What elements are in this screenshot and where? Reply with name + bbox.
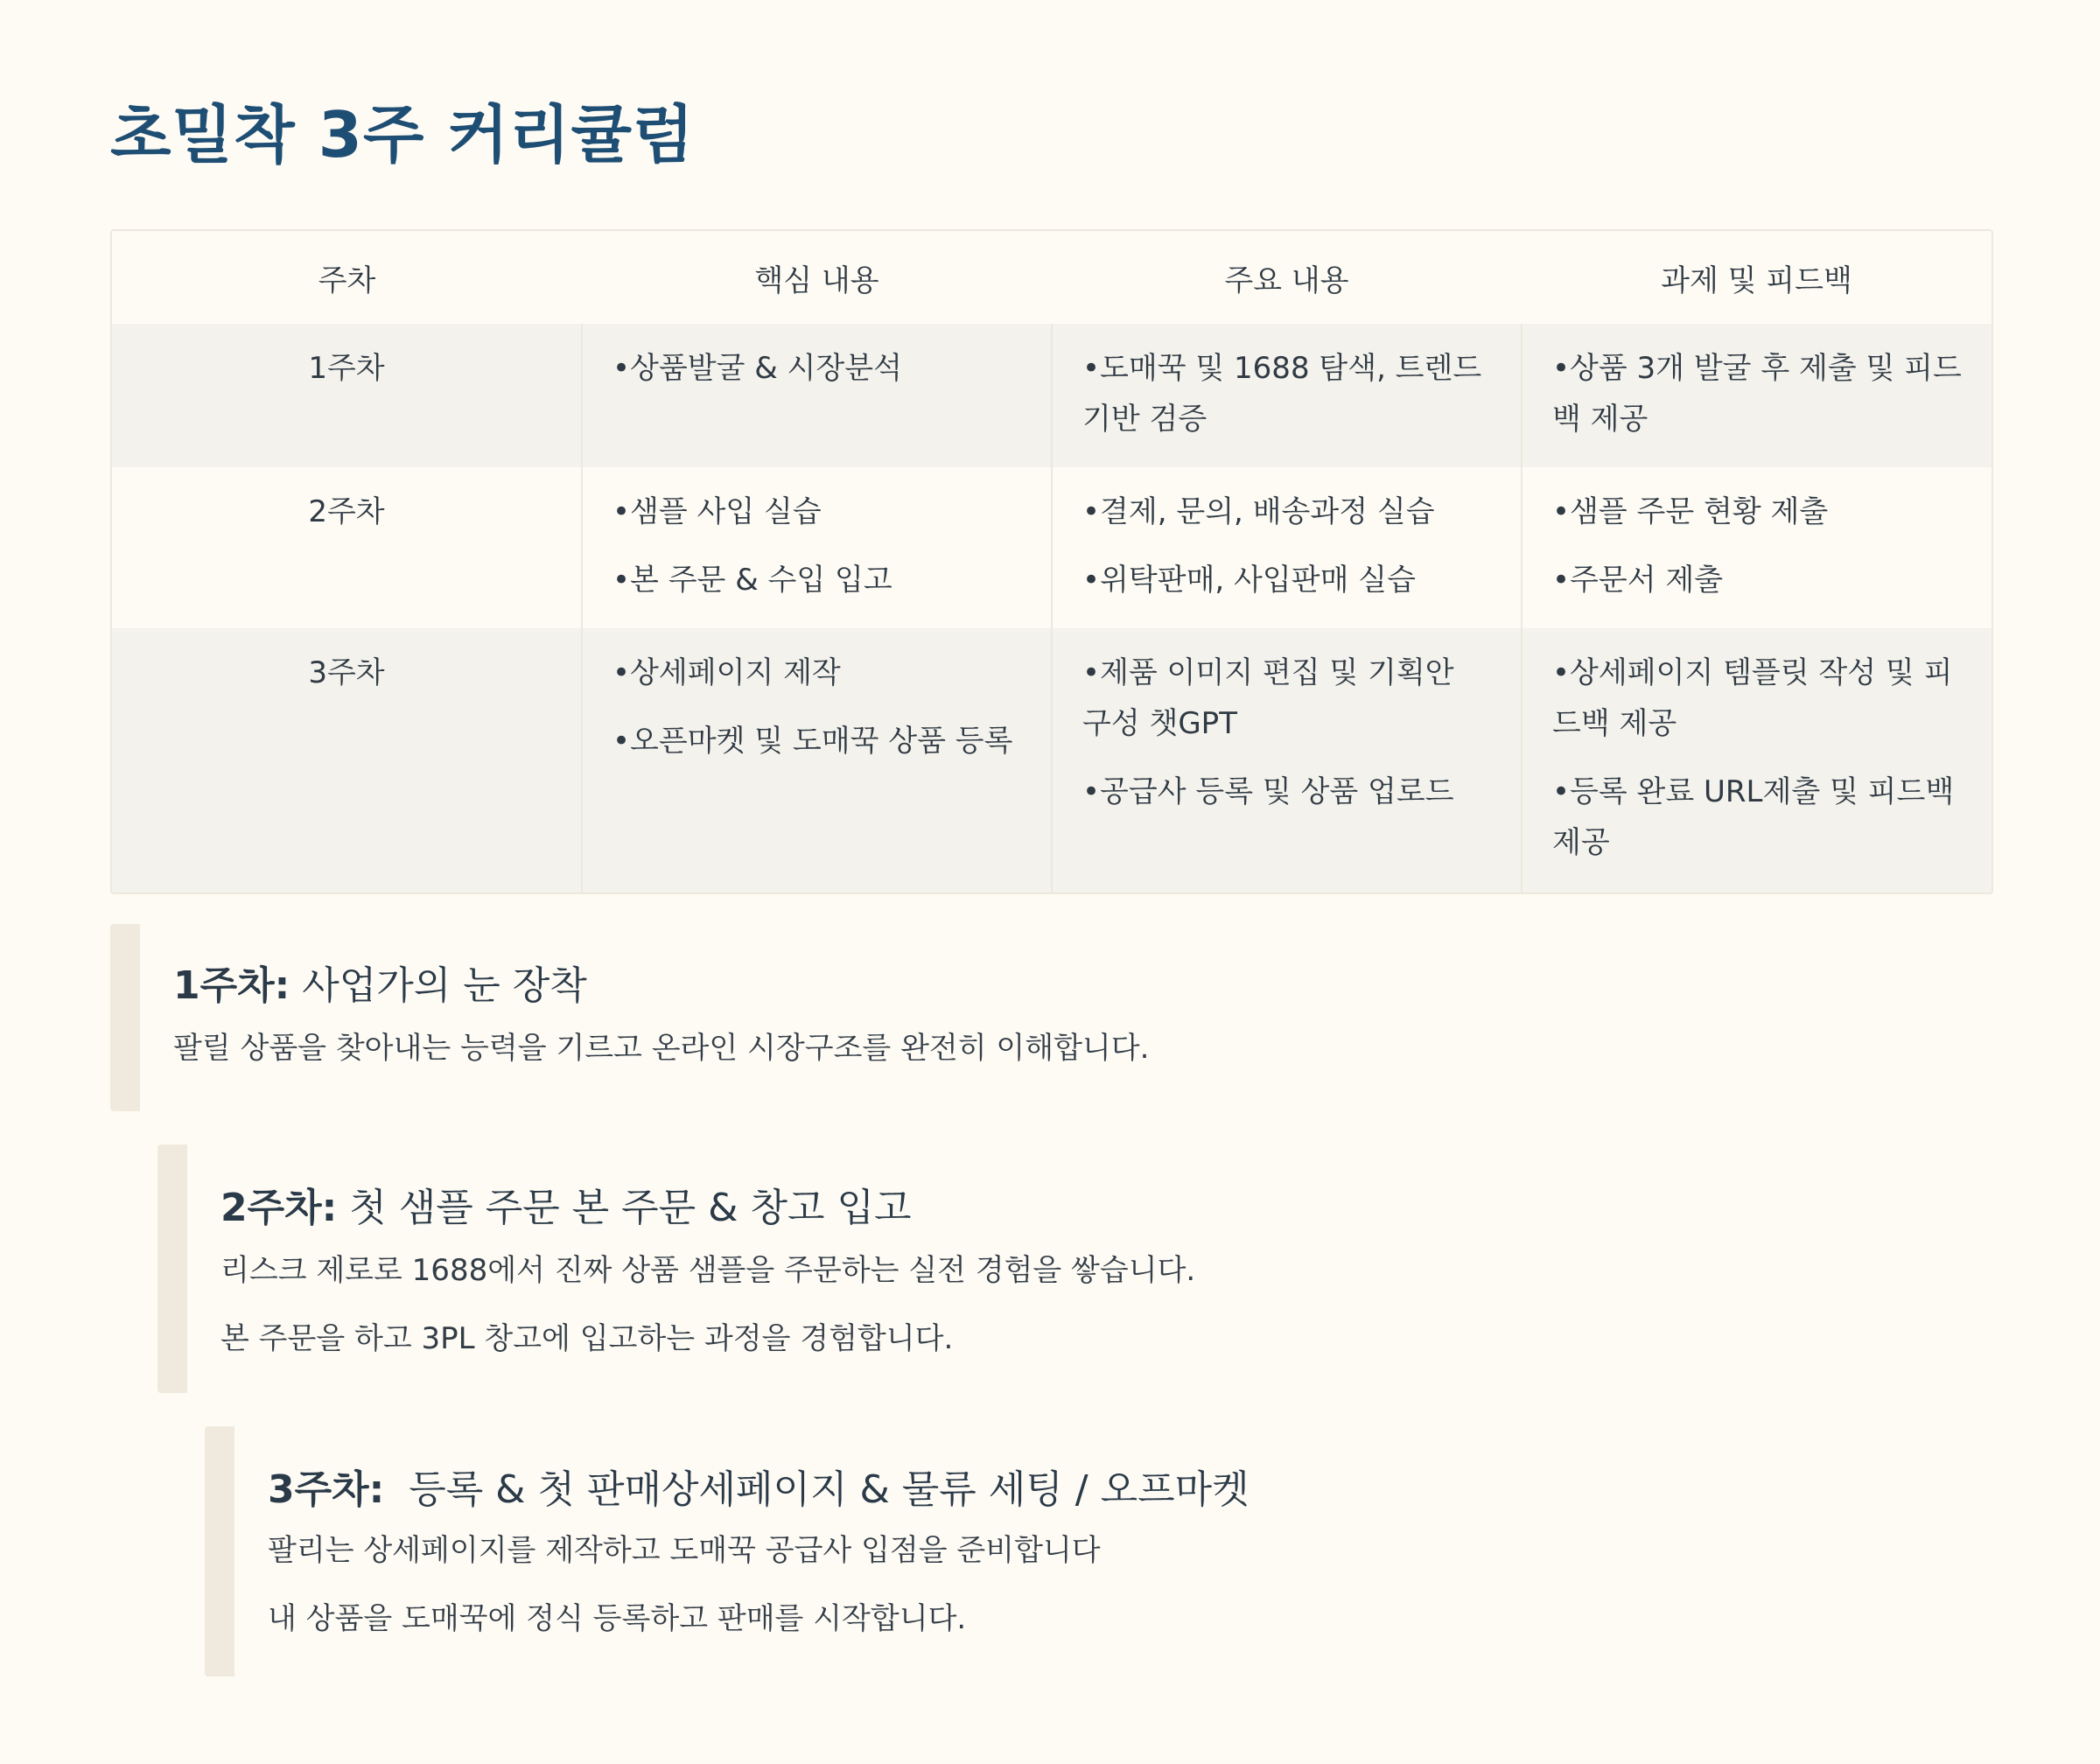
list-item: •주문서 제출 xyxy=(1552,563,1724,598)
week-cell: 2주차 xyxy=(112,467,582,628)
list-item: •상세페이지 템플릿 작성 및 피드백 제공 xyxy=(1552,655,1953,741)
table-row xyxy=(112,628,1992,892)
list-item: •샘플 사입 실습 xyxy=(612,494,822,529)
list-item: •등록 완료 URL제출 및 피드백 제공 xyxy=(1552,774,1955,860)
list-item: •상품발굴 & 시장분석 xyxy=(612,351,902,386)
table-row xyxy=(112,324,1992,467)
page-title: 초밀착 3주 커리큘럼 xyxy=(110,98,695,172)
core-cell xyxy=(582,467,1052,628)
callout-text: 본 주문을 하고 3PL 창고에 입고하는 과정을 경험합니다. xyxy=(220,1321,954,1356)
header-main: 주요 내용 xyxy=(1052,231,1522,324)
list-item: •도매꾹 및 1688 탐색, 트렌드 기반 검증 xyxy=(1082,351,1482,437)
curriculum-table xyxy=(110,229,1993,894)
task-cell xyxy=(1522,324,1992,467)
callout-week-label: 2주차: xyxy=(220,1186,338,1230)
list-item: •제품 이미지 편집 및 기획안 구성 챗GPT xyxy=(1082,655,1454,741)
callout-week-label: 3주차: xyxy=(268,1467,385,1512)
list-item: •본 주문 & 수입 입고 xyxy=(612,563,892,598)
header-task: 과제 및 피드백 xyxy=(1522,231,1992,324)
callout-week-label: 1주차: xyxy=(173,963,290,1008)
list-item: •샘플 주문 현황 제출 xyxy=(1552,494,1829,529)
list-item: •상세페이지 제작 xyxy=(612,655,841,690)
callout-heading xyxy=(268,1426,1250,1514)
core-cell xyxy=(582,628,1052,892)
list-item: •결제, 문의, 배송과정 실습 xyxy=(1082,494,1435,529)
curriculum-table-grid xyxy=(112,231,1992,892)
main-cell xyxy=(1052,467,1522,628)
header-week: 주차 xyxy=(112,231,582,324)
callout-text: 팔릴 상품을 찾아내는 능력을 기르고 온라인 시장구조를 완전히 이해합니다. xyxy=(173,1031,1150,1066)
header-core: 핵심 내용 xyxy=(582,231,1052,324)
callout-heading-text: 사업가의 눈 장착 xyxy=(290,963,587,1008)
callout-text: 내 상품을 도매꾹에 정식 등록하고 판매를 시작합니다. xyxy=(268,1601,967,1636)
core-cell xyxy=(582,324,1052,467)
task-cell xyxy=(1522,467,1992,628)
main-cell xyxy=(1052,324,1522,467)
task-cell xyxy=(1522,628,1992,892)
callout-heading xyxy=(220,1144,1195,1232)
main-cell xyxy=(1052,628,1522,892)
callout-heading-text: 등록 & 첫 판매상세페이지 & 물류 세팅 / 오프마켓 xyxy=(384,1467,1250,1512)
table-header-row xyxy=(112,231,1992,324)
list-item: •오픈마켓 및 도매꾹 상품 등록 xyxy=(612,724,1013,759)
callout-week-3 xyxy=(205,1426,1250,1676)
callout-text: 리스크 제로로 1688에서 진짜 상품 샘플을 주문하는 실전 경험을 쌓습니다. xyxy=(220,1253,1196,1288)
callout-heading xyxy=(173,924,1149,1010)
callout-week-2 xyxy=(158,1144,1195,1393)
week-cell: 3주차 xyxy=(112,628,582,892)
callout-heading-text: 첫 샘플 주문 본 주문 & 창고 입고 xyxy=(337,1186,912,1230)
list-item: •상품 3개 발굴 후 제출 및 피드백 제공 xyxy=(1552,351,1962,437)
list-item: •공급사 등록 및 상품 업로드 xyxy=(1082,774,1454,809)
week-cell: 1주차 xyxy=(112,324,582,467)
callout-text: 팔리는 상세페이지를 제작하고 도매꾹 공급사 입점을 준비합니다 xyxy=(268,1533,1101,1568)
table-row xyxy=(112,467,1992,628)
list-item: •위탁판매, 사입판매 실습 xyxy=(1082,563,1416,598)
callout-week-1 xyxy=(110,924,1149,1111)
